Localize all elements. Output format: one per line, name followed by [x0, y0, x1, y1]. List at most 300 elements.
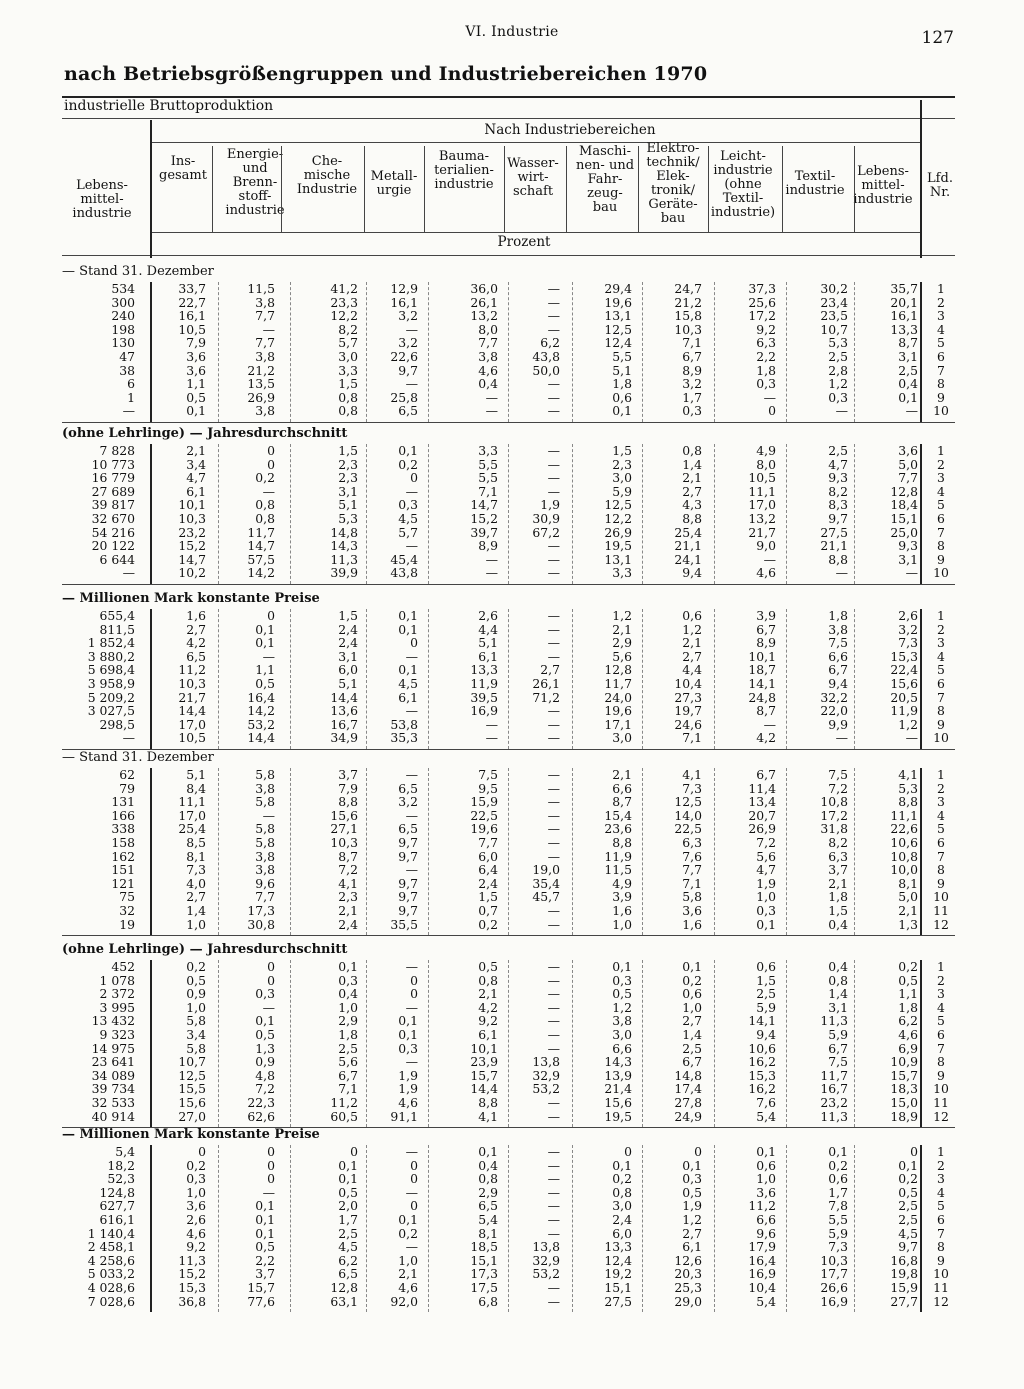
table-cell: 9,2	[186, 1239, 206, 1255]
table-cell: 20,5	[890, 689, 918, 705]
table-cell: 7 028,6	[87, 1293, 135, 1309]
table-cell: 19,0	[532, 862, 560, 878]
table-cell: 5 209,2	[87, 689, 135, 705]
table-cell: 7,1	[682, 730, 702, 746]
table-cell: 5,3	[338, 511, 358, 526]
table-cell: 71,2	[532, 689, 560, 705]
table-cell: 0	[624, 1144, 632, 1159]
table-cell: 3,7	[828, 862, 848, 878]
table-cell: 0	[910, 1144, 918, 1159]
table-cell: 5,1	[186, 767, 206, 782]
section-vrule-right	[920, 1145, 922, 1312]
table-cell: 811,5	[99, 621, 135, 637]
table-cell: 36,0	[470, 281, 498, 296]
table-cell: 18,5	[470, 1239, 498, 1255]
table-cell: 121	[111, 875, 135, 891]
column-header-line: Wasser-	[507, 156, 559, 171]
table-cell: 27,1	[330, 821, 358, 837]
table-cell: —	[405, 648, 418, 664]
table-cell: 158	[111, 835, 135, 850]
column-header-line: stoff-	[238, 189, 272, 204]
table-cell: 0,2	[398, 1225, 418, 1241]
table-cell: 22,6	[890, 821, 918, 837]
table-cell: 1,1	[186, 376, 206, 392]
table-cell: 24,7	[674, 281, 702, 296]
table-cell: 16,4	[748, 1252, 776, 1268]
table-cell: 14,4	[178, 703, 206, 719]
table-cell: 0,1	[478, 1144, 498, 1159]
table-cell: 19,7	[674, 703, 702, 719]
table-cell: 26,9	[604, 524, 632, 540]
table-cell: 1,3	[898, 916, 918, 932]
table-cell: 2,7	[540, 662, 560, 678]
row-number: 8	[937, 376, 945, 392]
table-cell: 18,7	[748, 662, 776, 678]
table-cell: 1,2	[612, 608, 632, 623]
table-cell: 32,2	[820, 689, 848, 705]
table-cell: 53,2	[532, 1266, 560, 1282]
table-cell: 15,3	[748, 1067, 776, 1083]
table-cell: 2,3	[338, 470, 358, 486]
column-header-line: gesamt	[159, 168, 207, 183]
table-cell: 0,1	[255, 1198, 275, 1214]
table-cell: 5,1	[478, 635, 498, 651]
table-cell: —	[547, 1280, 560, 1295]
table-cell: 11,9	[890, 703, 918, 719]
table-cell: 20 122	[91, 538, 135, 554]
column-header	[428, 150, 500, 192]
table-cell: 62	[119, 767, 135, 782]
table-cell: 9,7	[398, 875, 418, 891]
column-header-line: bau	[660, 211, 686, 226]
table-cell: 5,6	[756, 848, 776, 864]
table-cell: 5,4	[115, 1144, 135, 1159]
table-cell: 35,7	[890, 281, 918, 296]
table-cell: 0	[410, 470, 418, 486]
unit-label: Prozent	[497, 234, 551, 250]
table-cell: 1,8	[612, 376, 632, 392]
table-cell: —	[547, 848, 560, 864]
section-label: (ohne Lehrlinge) — Jahresdurchschnitt	[62, 426, 348, 441]
column-header-line: industrie	[72, 206, 132, 221]
table-cell: 39 734	[91, 1081, 135, 1097]
column-header-line: technik/	[646, 155, 700, 170]
table-cell: 19,6	[604, 703, 632, 719]
row-number: 9	[937, 1067, 945, 1083]
column-header-line: Nr.	[929, 185, 951, 200]
table-cell: 0,3	[612, 972, 632, 988]
table-cell: 22,6	[390, 349, 418, 364]
table-cell: 15,5	[178, 1081, 206, 1097]
table-cell: 43,8	[390, 565, 418, 581]
column-header-line: nen- und	[575, 158, 635, 173]
table-cell: 12,6	[674, 1252, 702, 1268]
row-number: 3	[937, 986, 945, 1002]
row-number: 3	[937, 308, 945, 324]
row-number: 4	[937, 483, 945, 499]
table-cell: 41,2	[330, 281, 358, 296]
table-cell: 0,6	[612, 389, 632, 405]
table-cell: 10,0	[890, 862, 918, 878]
table-cell: 6,5	[338, 1266, 358, 1282]
table-cell: 15,7	[890, 1067, 918, 1083]
table-cell: 3 995	[99, 999, 135, 1015]
table-cell: 0,8	[338, 403, 358, 419]
table-cell: 19,8	[890, 1266, 918, 1282]
table-cell: 0,6	[682, 986, 702, 1002]
table-cell: 7,3	[828, 1239, 848, 1255]
column-header-line: mische	[303, 168, 351, 183]
table-cell: 9,0	[756, 538, 776, 554]
table-cell: 18,2	[107, 1157, 135, 1173]
table-cell: 15,6	[604, 1095, 632, 1110]
table-cell: 0,4	[338, 986, 358, 1002]
table-cell: 53,8	[390, 716, 418, 732]
table-cell: 2,2	[255, 1252, 275, 1268]
table-cell: 2,9	[338, 1013, 358, 1029]
table-cell: 5,1	[612, 362, 632, 378]
table-cell: 6,7	[682, 1054, 702, 1070]
row-number: 1	[937, 1144, 945, 1159]
table-cell: 1,5	[338, 376, 358, 392]
table-cell: 23,2	[178, 524, 206, 540]
table-cell: —	[547, 1198, 560, 1214]
table-cell: 3 880,2	[87, 648, 135, 664]
table-cell: 4,7	[828, 456, 848, 472]
table-cell: 5,4	[756, 1108, 776, 1124]
table-cell: 10,8	[820, 794, 848, 810]
table-cell: —	[905, 403, 918, 419]
column-header	[291, 155, 363, 197]
table-cell: 16,7	[820, 1081, 848, 1097]
table-cell: 1,5	[338, 443, 358, 458]
section-vrule-right	[920, 960, 922, 1127]
table-cell: 1,9	[398, 1067, 418, 1083]
column-header-line: Metall-	[370, 169, 418, 184]
table-cell: 6,0	[338, 662, 358, 678]
table-cell: 14,2	[247, 703, 275, 719]
table-cell: —	[485, 565, 498, 581]
row-number: 1	[937, 959, 945, 974]
row-number: 2	[937, 456, 945, 472]
table-cell: 16,9	[470, 703, 498, 719]
table-cell: 7,5	[828, 767, 848, 782]
table-cell: 1,7	[338, 1212, 358, 1227]
table-cell: 11,9	[604, 848, 632, 864]
table-cell: 8,8	[682, 511, 702, 526]
table-cell: 16,2	[748, 1054, 776, 1070]
row-number: 6	[937, 1212, 945, 1227]
table-cell: 7,8	[828, 1198, 848, 1214]
row-number: 1	[937, 608, 945, 623]
table-cell: 7,2	[756, 835, 776, 850]
table-cell: 5,1	[338, 676, 358, 691]
table-cell: 19,6	[470, 821, 498, 837]
table-cell: 4,1	[682, 767, 702, 782]
table-cell: 15,2	[178, 1266, 206, 1282]
table-cell: 4,6	[186, 1225, 206, 1241]
table-cell: 29,0	[674, 1293, 702, 1309]
column-header-line: industrie	[434, 177, 494, 192]
table-cell: 27,5	[820, 524, 848, 540]
table-cell: 3,8	[255, 294, 275, 310]
table-cell: 2,1	[478, 986, 498, 1002]
column-header	[60, 179, 144, 221]
table-cell: 3,6	[186, 1198, 206, 1214]
table-cell: 0,1	[338, 959, 358, 974]
column-header-line: Bauma-	[438, 149, 490, 164]
table-cell: 19	[119, 916, 135, 932]
table-cell: 0,3	[398, 1040, 418, 1056]
row-number: 7	[937, 1225, 945, 1241]
table-cell: 14,3	[604, 1054, 632, 1070]
table-cell: 1,8	[828, 608, 848, 623]
table-cell: 10,6	[748, 1040, 776, 1056]
table-cell: 1,0	[612, 916, 632, 932]
table-cell: 0	[768, 403, 776, 419]
table-cell: —	[262, 1184, 275, 1200]
table-cell: 27,7	[890, 1293, 918, 1309]
table-cell: 2,7	[682, 1225, 702, 1241]
table-cell: 3,1	[338, 483, 358, 499]
table-cell: 8,8	[898, 794, 918, 810]
table-cell: 19,5	[604, 1108, 632, 1124]
table-cell: 9,7	[398, 903, 418, 918]
table-cell: 25,4	[674, 524, 702, 540]
table-cell: 3,3	[338, 362, 358, 378]
table-cell: 21,7	[178, 689, 206, 705]
row-number: 1	[937, 767, 945, 782]
table-cell: 2,5	[756, 986, 776, 1002]
table-cell: 3,2	[398, 794, 418, 810]
table-cell: 10,3	[820, 1252, 848, 1268]
group-underline	[152, 142, 920, 143]
table-cell: 3 027,5	[87, 703, 135, 719]
table-cell: 5,9	[612, 483, 632, 499]
table-cell: 8,7	[756, 703, 776, 719]
table-cell: —	[547, 1144, 560, 1159]
table-cell: —	[547, 538, 560, 554]
table-cell: 31,8	[820, 821, 848, 837]
table-cell: 7,2	[255, 1081, 275, 1097]
table-cell: —	[547, 1171, 560, 1187]
table-cell: 14,7	[470, 497, 498, 513]
table-cell: 2,1	[612, 767, 632, 782]
table-cell: 1,0	[338, 999, 358, 1015]
table-cell: 4,0	[186, 875, 206, 891]
table-cell: 0,4	[478, 376, 498, 392]
table-cell: 17,2	[748, 308, 776, 324]
table-cell: 13,1	[604, 308, 632, 324]
table-cell: 11,3	[820, 1013, 848, 1029]
table-cell: 1,7	[828, 1184, 848, 1200]
table-cell: 0,5	[255, 1239, 275, 1255]
header-column-separator	[281, 146, 282, 232]
table-cell: 14,0	[674, 807, 702, 823]
table-cell: —	[547, 999, 560, 1015]
table-cell: 2,6	[478, 608, 498, 623]
table-cell: 13,2	[748, 511, 776, 526]
table-cell: 5,5	[478, 456, 498, 472]
table-cell: 43,8	[532, 349, 560, 364]
table-cell: 2,1	[338, 903, 358, 918]
table-cell: 15,7	[470, 1067, 498, 1083]
table-cell: 23,3	[330, 294, 358, 310]
table-cell: 6,7	[756, 621, 776, 637]
table-cell: 3,8	[828, 621, 848, 637]
row-number: 8	[937, 703, 945, 719]
table-cell: 4,4	[478, 621, 498, 637]
table-cell: 25,8	[390, 389, 418, 405]
table-cell: 9,3	[898, 538, 918, 554]
table-cell: 4,3	[682, 497, 702, 513]
row-number: 4	[937, 999, 945, 1015]
row-number: 10	[933, 730, 949, 746]
table-cell: 1,6	[682, 916, 702, 932]
table-cell: 1,2	[682, 621, 702, 637]
section-label: — Millionen Mark konstante Preise	[62, 1127, 320, 1142]
table-cell: 8,0	[756, 456, 776, 472]
table-cell: 627,7	[99, 1198, 135, 1214]
table-cell: 4,2	[186, 635, 206, 651]
table-cell: 3,7	[255, 1266, 275, 1282]
table-cell: 3,4	[186, 1027, 206, 1042]
header-column-separator	[708, 146, 709, 232]
table-cell: —	[547, 835, 560, 850]
table-cell: 7,3	[898, 635, 918, 651]
column-header	[569, 145, 641, 215]
table-cell: —	[547, 389, 560, 405]
row-number: 5	[937, 662, 945, 678]
table-cell: 10,4	[674, 676, 702, 691]
table-cell: 1,7	[682, 389, 702, 405]
table-cell: 0,1	[682, 959, 702, 974]
running-header: VI. Industrie	[465, 24, 559, 40]
table-cell: 25,4	[178, 821, 206, 837]
table-cell: 6,0	[478, 848, 498, 864]
table-cell: 6,7	[828, 1040, 848, 1056]
table-cell: 0,1	[898, 389, 918, 405]
table-cell: 29,4	[604, 281, 632, 296]
column-header	[637, 142, 709, 226]
table-cell: 21,7	[748, 524, 776, 540]
table-cell: 0,2	[898, 959, 918, 974]
column-header-line: Lfd.	[927, 171, 953, 186]
table-cell: 0,2	[186, 1157, 206, 1173]
table-cell: 22,7	[178, 294, 206, 310]
table-cell: —	[485, 389, 498, 405]
table-cell: —	[547, 1225, 560, 1241]
table-cell: 0,1	[398, 662, 418, 678]
table-cell: 1,9	[756, 875, 776, 891]
table-cell: 2,7	[682, 483, 702, 499]
table-cell: —	[405, 1054, 418, 1070]
table-cell: 1,8	[756, 362, 776, 378]
table-cell: 30,8	[247, 916, 275, 932]
table-cell: —	[547, 986, 560, 1002]
table-cell: 2,5	[898, 1198, 918, 1214]
table-cell: 11,3	[330, 551, 358, 567]
row-number: 2	[937, 780, 945, 796]
table-cell: 0,5	[898, 972, 918, 988]
table-cell: —	[405, 999, 418, 1015]
table-cell: —	[547, 608, 560, 623]
table-cell: 0	[267, 1157, 275, 1173]
header-column-separator	[854, 146, 855, 232]
table-cell: 15,9	[470, 794, 498, 810]
table-cell: 9,7	[398, 362, 418, 378]
table-cell: 39,9	[330, 565, 358, 581]
table-cell: 15,1	[470, 1252, 498, 1268]
table-cell: 0	[410, 1171, 418, 1187]
table-cell: 0,5	[612, 986, 632, 1002]
table-cell: 2,0	[338, 1198, 358, 1214]
row-number: 8	[937, 1054, 945, 1070]
table-cell: 3,2	[398, 308, 418, 324]
table-cell: 17,0	[178, 807, 206, 823]
table-cell: 3,1	[828, 999, 848, 1015]
table-cell: 6,2	[338, 1252, 358, 1268]
table-cell: 36,8	[178, 1293, 206, 1309]
table-cell: —	[547, 443, 560, 458]
table-cell: 8,2	[828, 483, 848, 499]
table-cell: —	[547, 821, 560, 837]
table-cell: 7,9	[338, 780, 358, 796]
row-number: 1	[937, 281, 945, 296]
table-cell: 6,3	[682, 835, 702, 850]
table-cell: 26,6	[820, 1280, 848, 1295]
table-cell: 0,8	[828, 972, 848, 988]
table-cell: 14,1	[748, 1013, 776, 1029]
table-cell: 21,2	[674, 294, 702, 310]
table-cell: 34,9	[330, 730, 358, 746]
row-number: 6	[937, 1027, 945, 1042]
page-number: 127	[921, 28, 954, 48]
table-cell: 10,7	[820, 321, 848, 337]
table-cell: 1,4	[828, 986, 848, 1002]
table-cell: 10 773	[91, 456, 135, 472]
table-cell: 12,4	[604, 1252, 632, 1268]
table-cell: 37,3	[748, 281, 776, 296]
row-number: 11	[933, 903, 949, 918]
table-cell: 9,7	[398, 835, 418, 850]
table-cell: 0,2	[682, 972, 702, 988]
table-cell: 3,9	[612, 889, 632, 905]
row-number: 12	[933, 916, 949, 932]
table-cell: 16,9	[820, 1293, 848, 1309]
table-cell: 24,1	[674, 551, 702, 567]
table-cell: —	[122, 403, 135, 419]
table-cell: —	[485, 716, 498, 732]
table-cell: 5,5	[478, 470, 498, 486]
table-cell: 8,8	[612, 835, 632, 850]
table-cell: 131	[111, 794, 135, 810]
table-cell: 0,1	[398, 443, 418, 458]
table-cell: 1,6	[612, 903, 632, 918]
header-vrule-left	[150, 120, 152, 258]
table-cell: 2,4	[338, 621, 358, 637]
column-header-line: urgie	[376, 183, 412, 198]
table-cell: —	[547, 470, 560, 486]
table-cell: 21,4	[604, 1081, 632, 1097]
table-cell: 18,4	[890, 497, 918, 513]
column-header-line: Geräte-	[648, 197, 698, 212]
table-cell: 8,5	[186, 835, 206, 850]
table-cell: 10,3	[674, 321, 702, 337]
table-cell: 2,7	[186, 621, 206, 637]
table-cell: —	[547, 903, 560, 918]
table-cell: —	[547, 716, 560, 732]
